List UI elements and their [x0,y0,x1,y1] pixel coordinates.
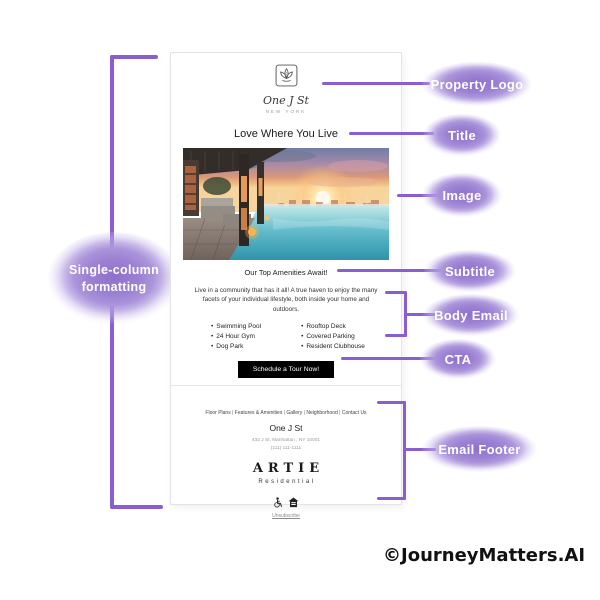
left-bracket-bottom [110,505,163,509]
footer-icons [171,497,401,508]
email-subtitle: Our Top Amenities Await! [244,268,328,277]
annotation-email-footer [422,426,537,473]
footer-nav [171,410,401,416]
footer-property-name: One J St [269,422,303,433]
annotation-property-logo [422,62,532,107]
annotation-title-label: Title [448,128,476,143]
property-logo [171,63,401,114]
footer-nav-link-gallery[interactable]: Gallery | [286,410,306,416]
journeymatters-watermark: ©JourneyMatters.AI [383,545,586,566]
cta-button[interactable]: Schedule a Tour Now! [238,361,334,378]
accessibility-icon [274,497,282,508]
left-bracket-top [110,55,158,59]
amenity-item: • Rooftop Deck [301,322,365,332]
email-title: Love Where You Live [234,128,338,140]
footer-nav-link-contact-us[interactable]: Contact Us [341,409,367,416]
connector-property-logo [322,82,430,85]
connector-body-bracket-bottom [385,334,407,337]
annotation-single-column-line1: Single-column [68,262,159,277]
amenity-item: • Dog Park [211,342,261,352]
lotus-logo-icon [274,63,299,88]
annotation-body-email-label: Body Email [434,308,508,323]
equal-housing-icon [288,497,299,508]
footer-divider [171,385,401,386]
annotation-image [422,173,502,218]
brand-name: ARTIE [252,460,325,476]
annotation-title [423,114,501,157]
amenity-item: • 24 Hour Gym [211,332,261,342]
amenity-item: • Swimming Pool [211,322,261,332]
annotation-subtitle-label: Subtitle [444,264,496,279]
logo-tagline: NEW YORK [265,109,307,114]
unsubscribe-link[interactable]: Unsubscribe [272,512,300,519]
annotation-email-footer-label: Email Footer [438,442,521,457]
annotation-image-label: Image [442,188,482,203]
footer-nav-link-neighborhood[interactable]: Neighborhood | [306,410,342,416]
connector-footer-bracket-top [377,401,406,404]
annotation-single-column [48,232,180,325]
hero-image [183,148,389,260]
amenities-lists [171,322,401,352]
logo-property-name: One J St [263,94,309,107]
connector-body-bracket-top [385,291,407,294]
footer-address: 432 J St, Manhattan , NY 10001 [251,437,321,443]
annotation-single-column-line2: formatting [81,279,147,294]
connector-title [349,132,434,135]
footer-nav-link-floor-plans[interactable]: Floor Plans | [205,410,234,416]
annotation-cta [420,339,496,380]
amenities-column-right [301,322,365,352]
annotation-property-logo-label: Property Logo [430,77,524,92]
email-body-text: Live in a community that has it all! A true haven to enjoy the many facets of your individual lifestyle, both inside your home and outdoors. [194,287,378,313]
annotation-cta-label: CTA [444,352,472,367]
annotation-body-email [423,294,519,337]
amenity-item: • Resident Clubhouse [301,342,365,352]
annotation-subtitle [424,250,516,293]
amenity-item: • Covered Parking [301,332,365,342]
footer-phone: (111) 111-1111 [270,445,302,451]
brand-subtitle: Residential [258,478,316,485]
amenities-column-left [211,322,261,352]
connector-footer-bracket-bottom [377,497,406,500]
email-card [170,52,402,519]
footer-nav-link-features-amenities[interactable]: Features & Amenities | [235,410,287,416]
